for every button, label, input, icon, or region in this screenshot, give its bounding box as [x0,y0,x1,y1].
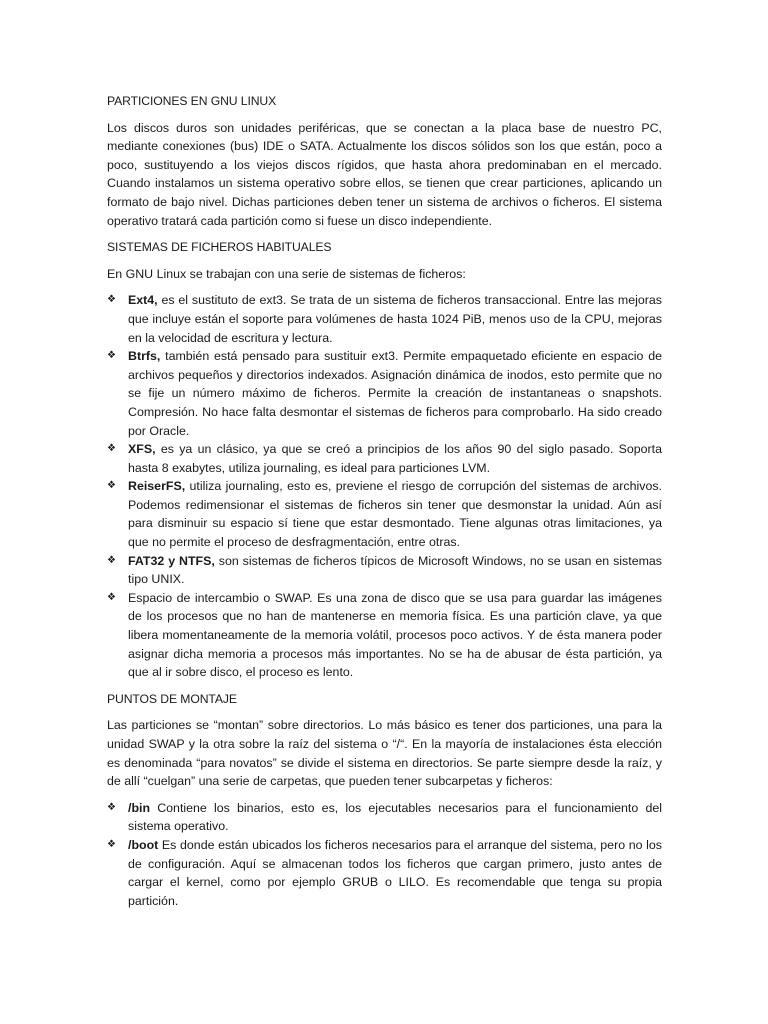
diamond-bullet-icon: ❖ [107,554,116,566]
list-item [107,589,662,682]
diamond-bullet-icon: ❖ [107,480,116,492]
list-item [107,552,662,589]
item-text: también está pensado para sustituir ext3. Permite empaquetado eficiente en espacio de archivos pequeños y directorios indexados. Asignación dinámica de inodos, esto permite que no se fije un número máximo de ficheros. Permite la creación de instantaneas o snapshots. Compresión. No hace falta desmontar el sistemas de ficheros para comprobarlo. Ha sido creado por Oracle. [128,349,662,438]
diamond-bullet-icon: ❖ [107,591,116,603]
item-term: XFS, [128,442,156,457]
diamond-bullet-icon: ❖ [107,801,116,813]
item-term: /bin [128,800,151,815]
directories-list [107,799,662,911]
list-item [107,799,662,836]
item-text: Espacio de intercambio o SWAP. Es una zona de disco que se usa para guardar las imágenes de los procesos que no han de mantenerse en memoria física. Es una partición clave, ya que libera momentaneamente de la memoria volátil, procesos poco activos. Y de ésta manera poder asignar dicha memoria a procesos más importantes. No se ha de abusar de ésta partición, ya que al ir sobre disco, el proceso es lento. [128,590,662,680]
section-heading-puntos-montaje: PUNTOS DE MONTAJE [107,691,237,706]
list-item [107,440,662,477]
list-item [107,291,662,347]
item-term: ReiserFS, [128,479,186,494]
list-item [107,477,662,551]
item-term: Ext4, [128,293,158,308]
diamond-bullet-icon: ❖ [107,294,116,306]
item-term: /boot [128,837,159,852]
section-heading-particiones: PARTICIONES EN GNU LINUX [107,94,277,108]
filesystems-list [107,291,662,681]
item-text: Contiene los binarios, esto es, los ejecutables necesarios para el funcionamiento del sistema operativo. [128,800,662,834]
diamond-bullet-icon: ❖ [107,350,116,362]
diamond-bullet-icon: ❖ [107,443,116,455]
intro-paragraph: Los discos duros son unidades periféricas, que se conectan a la placa base de nuestro PC, mediante conexiones (bus) IDE o SATA. Actualmente los discos sólidos son los que están, poco a poco, sustituyendo a los viejos discos rígidos, que hasta ahora predominaban en el mercado. Cuando instalamos un sistema operativo sobre ellos, se tienen que crear particiones, aplicando un formato de bajo nivel. Dichas particiones deben tener un sistema de archivos o ficheros. El sistema operativo tratará cada partición como si fuese un disco independiente. [107,120,662,228]
list-item [107,347,662,440]
list-item [107,836,662,910]
item-term: Btrfs, [128,349,161,364]
item-text: utiliza journaling, esto es, previene el riesgo de corrupción del sistemas de archivos. Podemos redimensionar el sistemas de ficheros sin tener que desmonstar la unidad. Aún así para disminuir su espacio sí tiene que estar desmontado. Tiene algunas otras limitaciones, ya que no permite el proceso de desfragmentación, entre otras. [128,479,662,550]
item-text: es el sustituto de ext3. Se trata de un sistema de ficheros transaccional. Entre las mejoras que incluye están el soporte para volúmenes de hasta 1024 PiB, menos uso de la CPU, mejoras en la velocidad de escritura y lectura. [128,293,662,345]
item-text: Es donde están ubicados los ficheros necesarios para el arranque del sistema, pero no los de configuración. Aquí se almacenan todos los ficheros que cargan primero, justo antes de cargar el kernel, como por ejemplo GRUB o LILO. Es recomendable que tenga su propia partición. [128,837,662,908]
item-text: son sistemas de ficheros típicos de Microsoft Windows, no se usan en sistemas tipo UNIX. [128,553,662,587]
mount-points-paragraph: Las particiones se “montan” sobre directorios. Lo más básico es tener dos particiones, una para la unidad SWAP y la otra sobre la raíz del sistema o “/“. En la mayoría de instalaciones ésta elección es denominada “para novatos” se divide el sistema en directorios. Se parte siempre desde la raíz, y de allí “cuelgan” una serie de carpetas, que pueden tener subcarpetas y ficheros: [107,718,662,789]
item-term: FAT32 y NTFS, [128,553,215,568]
diamond-bullet-icon: ❖ [107,838,116,850]
section-heading-sistemas-ficheros: SISTEMAS DE FICHEROS HABITUALES [107,240,332,255]
filesystems-intro: En GNU Linux se trabajan con una serie de sistemas de ficheros: [107,266,466,281]
item-text: es ya un clásico, ya que se creó a principios de los años 90 del siglo pasado. Soporta hasta 8 exabytes, utiliza journaling, es ideal para particiones LVM. [128,442,662,475]
document-page [107,92,662,910]
